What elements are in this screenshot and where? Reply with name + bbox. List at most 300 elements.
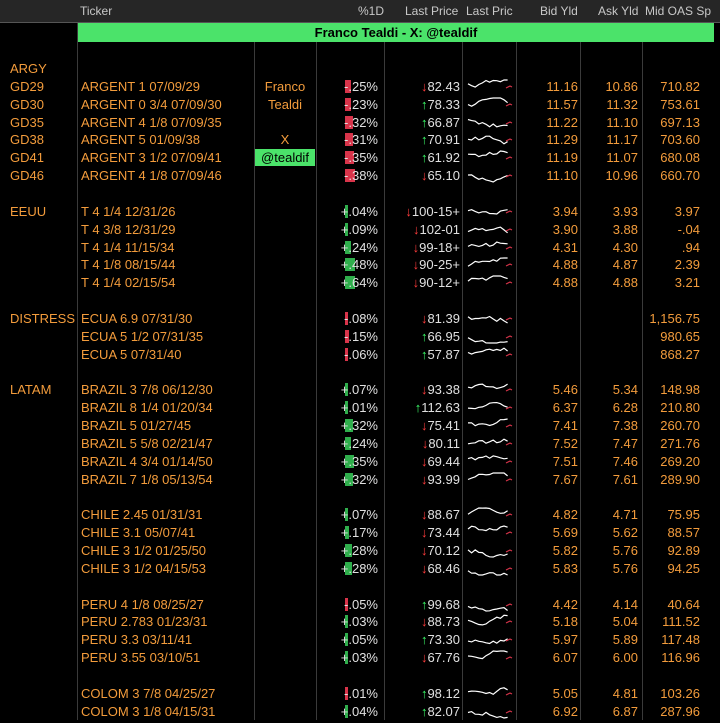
- bid-value: 4.31: [552, 239, 578, 255]
- pct-change: +.28%: [340, 560, 378, 576]
- column-header: [0, 0, 720, 23]
- sparkline-tail: [506, 86, 512, 88]
- sparkline: [468, 258, 508, 266]
- ask-value: 5.62: [612, 525, 638, 541]
- sparkline-tail: [506, 514, 512, 516]
- ticker-code[interactable]: GD41: [10, 150, 44, 166]
- oas-value: 3.21: [674, 275, 700, 291]
- last-price: [390, 507, 460, 522]
- group-label: EEUU: [10, 203, 47, 219]
- arrow-down-icon: ↓: [420, 650, 428, 666]
- security-name[interactable]: CHILE 3.1 05/07/41: [81, 525, 196, 541]
- sparkline-chart: [464, 596, 514, 613]
- ask-value: 3.93: [612, 203, 638, 219]
- group-row[interactable]: [0, 203, 720, 221]
- col-bid-yld[interactable]: Bid Yld: [540, 4, 578, 18]
- table-row[interactable]: [0, 453, 720, 471]
- table-row[interactable]: [0, 328, 720, 346]
- ask-value: 4.88: [612, 275, 638, 291]
- sparkline-chart: [464, 203, 514, 220]
- sparkline: [468, 639, 508, 644]
- last-price: [390, 347, 460, 362]
- table-row[interactable]: [0, 649, 720, 667]
- col-last-price[interactable]: Last Price: [405, 4, 459, 18]
- sparkline-tail: [506, 568, 512, 570]
- last-price: [390, 132, 460, 147]
- security-name[interactable]: ARGENT 4 1/8 07/09/46: [81, 168, 222, 184]
- table-row[interactable]: [0, 346, 720, 364]
- security-name[interactable]: PERU 4 1/8 08/25/27: [81, 596, 204, 612]
- pct-change: -.08%: [344, 310, 378, 326]
- ask-value: 7.47: [612, 435, 638, 451]
- sparkline-tail: [506, 122, 512, 124]
- ticker-code[interactable]: GD35: [10, 114, 44, 130]
- last-price-value: 66.87: [427, 114, 460, 130]
- note-cell: Tealdi: [268, 96, 302, 112]
- group-row[interactable]: [0, 381, 720, 399]
- sparkline-chart: [464, 346, 514, 363]
- last-price-value: 93.99: [427, 471, 460, 487]
- security-name[interactable]: CHILE 3 1/2 01/25/50: [81, 542, 207, 558]
- arrow-down-icon: ↓: [405, 203, 412, 219]
- last-price-value: 75.41: [427, 418, 460, 433]
- sparkline-chart: [464, 96, 514, 113]
- oas-value: 2.39: [674, 257, 700, 273]
- oas-value: 287.96: [660, 703, 700, 719]
- sparkline: [468, 384, 508, 388]
- sparkline-tail: [506, 264, 512, 266]
- last-price-value: 57.87: [427, 346, 460, 362]
- sparkline: [468, 209, 508, 213]
- sparkline-tail: [506, 425, 512, 427]
- last-price: [390, 436, 460, 451]
- sparkline-tail: [506, 336, 512, 338]
- pct-change: -.25%: [344, 78, 378, 94]
- last-price-value: 90-12+: [419, 275, 460, 291]
- group-label: LATAM: [10, 382, 52, 398]
- table-row[interactable]: [0, 274, 720, 292]
- oas-value: 703.60: [660, 132, 700, 148]
- oas-value: 710.82: [660, 78, 700, 94]
- table-row[interactable]: [0, 631, 720, 649]
- security-name[interactable]: CHILE 2.45 01/31/31: [81, 507, 203, 523]
- sparkline-tail: [506, 211, 512, 213]
- sparkline-chart: [464, 685, 514, 702]
- sparkline-tail: [506, 550, 512, 552]
- pct-change: +.24%: [340, 435, 378, 451]
- arrow-up-icon: ↑: [420, 328, 428, 344]
- bid-value: 5.97: [552, 632, 578, 648]
- ticker-code[interactable]: GD29: [10, 78, 44, 94]
- last-price: [390, 704, 460, 719]
- ask-value: 5.34: [612, 382, 638, 398]
- bid-value: 3.94: [552, 203, 578, 219]
- sparkline: [468, 508, 508, 514]
- table-row[interactable]: [0, 96, 720, 114]
- oas-value: 210.80: [660, 400, 700, 416]
- security-name[interactable]: BRAZIL 8 1/4 01/20/34: [81, 400, 213, 416]
- arrow-down-icon: ↓: [412, 257, 420, 273]
- last-price: [390, 79, 460, 94]
- security-name[interactable]: CHILE 3 1/2 04/15/53: [81, 560, 207, 576]
- arrow-down-icon: ↓: [420, 525, 428, 541]
- bid-value: 7.41: [552, 418, 578, 433]
- last-price-value: 99.68: [427, 596, 460, 612]
- sparkline: [468, 80, 508, 87]
- last-price: [390, 454, 460, 469]
- oas-value: 1,156.75: [649, 310, 700, 326]
- ask-value: 6.28: [612, 400, 638, 416]
- pct-change: +.32%: [340, 418, 378, 433]
- pct-change: +.24%: [340, 239, 378, 255]
- sparkline: [468, 711, 508, 717]
- bid-value: 5.05: [552, 685, 578, 701]
- sparkline: [468, 606, 508, 611]
- table-row[interactable]: [0, 613, 720, 631]
- table-row[interactable]: [0, 524, 720, 542]
- sparkline-chart: [464, 417, 514, 434]
- bid-value: 3.90: [552, 221, 578, 237]
- oas-value: 271.76: [660, 435, 700, 451]
- note-cell: X: [280, 132, 290, 148]
- sparkline-chart: [464, 613, 514, 630]
- table-row[interactable]: [0, 506, 720, 524]
- sparkline-tail: [506, 479, 512, 481]
- pct-change: +.28%: [340, 542, 378, 558]
- arrow-up-icon: ↑: [420, 132, 428, 148]
- arrow-down-icon: ↓: [412, 275, 420, 291]
- sparkline: [468, 688, 508, 695]
- sparkline-chart: [464, 256, 514, 273]
- sparkline-tail: [506, 532, 512, 534]
- oas-value: 269.20: [660, 453, 700, 469]
- table-row[interactable]: [0, 256, 720, 274]
- last-price: [390, 204, 460, 219]
- table-row[interactable]: [0, 542, 720, 560]
- table-row[interactable]: [0, 596, 720, 614]
- pct-change: -.23%: [344, 96, 378, 112]
- last-price: [390, 418, 460, 433]
- table-row[interactable]: [0, 131, 720, 149]
- group-label: ARGY: [10, 61, 47, 76]
- group-label: DISTRESS: [10, 310, 76, 326]
- sparkline-chart: [464, 542, 514, 559]
- col-mid-oas[interactable]: Mid OAS Sp: [645, 4, 712, 18]
- bid-value: 11.16: [546, 78, 578, 94]
- pct-change: +.48%: [340, 257, 378, 273]
- pct-change: +.03%: [340, 650, 378, 666]
- sparkline: [468, 651, 508, 659]
- arrow-down-icon: ↓: [420, 310, 428, 326]
- arrow-down-icon: ↓: [420, 507, 428, 523]
- sparkline-chart: [464, 649, 514, 666]
- last-price: [390, 311, 460, 326]
- oas-value: 116.96: [661, 650, 700, 666]
- security-name[interactable]: BRAZIL 5 01/27/45: [81, 418, 192, 433]
- note-cell: @tealdif: [255, 149, 315, 166]
- bid-value: 11.57: [546, 96, 578, 112]
- sparkline: [468, 526, 508, 531]
- sparkline-chart: [464, 381, 514, 398]
- arrow-down-icon: ↓: [420, 542, 428, 558]
- arrow-up-icon: ↑: [420, 96, 428, 112]
- pct-change: +.64%: [340, 275, 378, 291]
- arrow-up-icon: ↑: [414, 400, 422, 416]
- bid-value: 4.42: [552, 596, 578, 612]
- sparkline-tail: [506, 711, 512, 713]
- sparkline-chart: [464, 221, 514, 238]
- sparkline: [468, 137, 508, 145]
- security-name[interactable]: PERU 3.55 03/10/51: [81, 650, 201, 666]
- sparkline: [468, 403, 508, 409]
- oas-value: 680.08: [660, 150, 700, 166]
- security-name[interactable]: ARGENT 1 07/09/29: [81, 78, 200, 94]
- bid-value: 6.37: [552, 400, 578, 416]
- oas-value: 3.97: [674, 203, 700, 219]
- sparkline-tail: [506, 621, 512, 623]
- arrow-down-icon: ↓: [420, 614, 428, 630]
- sparkline: [468, 119, 508, 126]
- bid-value: 5.46: [552, 382, 578, 398]
- sparkline: [468, 227, 508, 233]
- last-price-value: 65.10: [427, 168, 460, 184]
- last-price-value: 88.73: [427, 614, 460, 630]
- table-row[interactable]: [0, 471, 720, 489]
- sparkline-chart: [464, 310, 514, 327]
- last-price: [390, 632, 460, 647]
- last-price: [390, 275, 460, 290]
- last-price-value: 112.63: [421, 400, 460, 416]
- table-row[interactable]: [0, 435, 720, 453]
- sparkline: [468, 473, 508, 480]
- sparkline-chart: [464, 167, 514, 184]
- arrow-down-icon: ↓: [420, 78, 428, 94]
- last-price-value: 81.39: [427, 310, 460, 326]
- last-price-value: 100-15+: [411, 203, 460, 219]
- last-price-value: 61.92: [427, 150, 460, 166]
- sparkline-tail: [506, 104, 512, 106]
- sparkline-tail: [506, 139, 512, 141]
- pct-change: +.04%: [340, 703, 378, 719]
- security-name[interactable]: BRAZIL 3 7/8 06/12/30: [81, 382, 213, 398]
- oas-value: 753.61: [660, 96, 700, 112]
- sparkline: [468, 616, 508, 626]
- last-price: [390, 561, 460, 576]
- ask-value: 4.30: [612, 239, 638, 255]
- security-name[interactable]: ARGENT 5 01/09/38: [81, 132, 200, 148]
- arrow-up-icon: ↑: [420, 632, 428, 648]
- ask-value: 5.89: [612, 632, 638, 648]
- col-last-price-spark[interactable]: Last Pric: [466, 4, 513, 18]
- bid-value: 7.67: [552, 471, 578, 487]
- ask-value: 11.10: [606, 114, 638, 130]
- security-name[interactable]: ARGENT 3 1/2 07/09/41: [81, 150, 222, 166]
- last-price: [390, 257, 460, 272]
- group-row[interactable]: [0, 310, 720, 328]
- sparkline-chart: [464, 114, 514, 131]
- oas-value: 88.57: [667, 525, 700, 541]
- table-row[interactable]: [0, 149, 720, 167]
- group-row[interactable]: [0, 60, 720, 78]
- arrow-down-icon: ↓: [421, 435, 429, 451]
- security-name[interactable]: ARGENT 4 1/8 07/09/35: [81, 114, 222, 130]
- sparkline: [468, 98, 508, 106]
- arrow-up-icon: ↑: [420, 114, 428, 130]
- last-price: [390, 525, 460, 540]
- security-name[interactable]: ARGENT 0 3/4 07/09/30: [81, 96, 222, 112]
- pct-change: +.03%: [340, 614, 378, 630]
- last-price: [390, 222, 460, 237]
- table-row[interactable]: [0, 703, 720, 721]
- last-price-value: 90-25+: [419, 257, 460, 273]
- bid-value: 6.92: [552, 703, 578, 719]
- oas-value: 868.27: [660, 346, 700, 362]
- ask-value: 11.32: [606, 96, 638, 112]
- arrow-down-icon: ↓: [413, 221, 420, 237]
- security-name[interactable]: PERU 3.3 03/11/41: [81, 632, 193, 648]
- sparkline: [468, 348, 508, 354]
- bid-value: 11.22: [546, 114, 578, 130]
- security-name[interactable]: ECUA 6.9 07/31/30: [81, 310, 193, 326]
- sparkline: [468, 242, 508, 246]
- oas-value: 92.89: [667, 542, 700, 558]
- spacer-row: [0, 185, 720, 203]
- last-price: [390, 382, 460, 397]
- pct-change: +.17%: [340, 525, 378, 541]
- arrow-down-icon: ↓: [420, 471, 428, 487]
- table-row[interactable]: [0, 399, 720, 417]
- bid-value: 7.52: [552, 435, 578, 451]
- col-ask-yld[interactable]: Ask Yld: [598, 4, 639, 18]
- table-row[interactable]: [0, 417, 720, 435]
- ticker-code[interactable]: GD46: [10, 168, 44, 184]
- last-price-value: 73.30: [427, 632, 460, 648]
- sparkline-chart: [464, 703, 514, 720]
- ask-value: 10.86: [605, 78, 638, 94]
- last-price: [390, 614, 460, 629]
- last-price: [390, 115, 460, 130]
- sparkline-tail: [506, 389, 512, 391]
- security-name[interactable]: T 4 1/4 02/15/54: [81, 275, 176, 291]
- col-ticker[interactable]: Ticker: [80, 4, 113, 18]
- security-name[interactable]: ECUA 5 1/2 07/31/35: [81, 328, 204, 344]
- bid-value: 5.18: [552, 614, 578, 630]
- pct-change: +.09%: [340, 221, 378, 237]
- oas-value: -.04: [677, 221, 700, 237]
- last-price-value: 99-18+: [419, 239, 460, 255]
- security-name[interactable]: T 4 3/8 12/31/29: [81, 221, 176, 237]
- last-price-value: 73.44: [427, 525, 460, 541]
- table-row[interactable]: [0, 114, 720, 132]
- bid-value: 7.51: [552, 453, 578, 469]
- sparkline-chart: [464, 239, 514, 256]
- pct-change: +.05%: [340, 632, 378, 648]
- sparkline: [468, 419, 508, 426]
- oas-value: 111.52: [662, 614, 700, 630]
- security-name[interactable]: BRAZIL 5 5/8 02/21/47: [81, 435, 213, 451]
- security-name[interactable]: PERU 2.783 01/23/31: [81, 614, 208, 630]
- last-price: [390, 97, 460, 112]
- sparkline-tail: [506, 657, 512, 659]
- last-price-value: 98.12: [427, 685, 460, 701]
- pct-change: +.04%: [340, 203, 378, 219]
- sparkline-tail: [506, 604, 512, 606]
- table-row[interactable]: [0, 167, 720, 185]
- table-row[interactable]: [0, 221, 720, 239]
- sparkline-tail: [506, 318, 512, 320]
- ask-value: 11.07: [606, 150, 638, 166]
- sparkline-chart: [464, 131, 514, 148]
- last-price-value: 82.43: [427, 78, 460, 94]
- security-name[interactable]: BRAZIL 7 1/8 05/13/54: [81, 471, 213, 487]
- bid-value: 4.88: [552, 275, 578, 291]
- sparkline-chart: [464, 506, 514, 523]
- ask-value: 6.87: [612, 703, 638, 719]
- table-row[interactable]: [0, 239, 720, 257]
- last-price-value: 93.38: [427, 382, 460, 398]
- ask-value: 5.76: [612, 542, 638, 558]
- col-pct-1d[interactable]: %1D: [358, 4, 385, 18]
- last-price: [390, 472, 460, 487]
- security-name[interactable]: COLOM 3 1/8 04/15/31: [81, 703, 216, 719]
- ask-value: 4.71: [612, 507, 638, 523]
- security-name[interactable]: T 4 1/4 11/15/34: [81, 239, 175, 255]
- sparkline-tail: [506, 461, 512, 463]
- sparkline: [468, 175, 508, 182]
- last-price-value: 68.46: [427, 560, 460, 576]
- table-row[interactable]: [0, 560, 720, 578]
- ask-value: 4.81: [612, 685, 638, 701]
- table-row[interactable]: [0, 78, 720, 96]
- sparkline-chart: [464, 78, 514, 95]
- sparkline-tail: [506, 157, 512, 159]
- oas-value: 40.64: [667, 596, 700, 612]
- oas-value: 289.90: [660, 471, 700, 487]
- oas-value: 660.70: [660, 168, 700, 184]
- bid-value: 5.83: [552, 560, 578, 576]
- arrow-down-icon: ↓: [420, 382, 428, 398]
- security-name[interactable]: BRAZIL 4 3/4 01/14/50: [81, 453, 213, 469]
- security-name[interactable]: T 4 1/4 12/31/26: [81, 203, 176, 219]
- sparkline-chart: [464, 560, 514, 577]
- last-price-value: 69.44: [427, 453, 460, 469]
- ask-value: 5.04: [612, 614, 638, 630]
- ask-value: 3.88: [612, 221, 638, 237]
- spacer-row: [0, 363, 720, 381]
- ticker-code[interactable]: GD30: [10, 96, 44, 112]
- pct-change: +.32%: [340, 471, 378, 487]
- ticker-code[interactable]: GD38: [10, 132, 44, 148]
- security-name[interactable]: ECUA 5 07/31/40: [81, 346, 182, 362]
- last-price-value: 70.91: [427, 132, 460, 148]
- sparkline-chart: [464, 453, 514, 470]
- security-name[interactable]: COLOM 3 7/8 04/25/27: [81, 685, 216, 701]
- last-price: [390, 686, 460, 701]
- table-row[interactable]: [0, 685, 720, 703]
- pct-change: +.07%: [340, 507, 378, 523]
- sparkline: [468, 276, 508, 281]
- pct-change: -.06%: [344, 346, 378, 362]
- last-price-value: 102-01: [419, 221, 460, 237]
- security-name[interactable]: T 4 1/8 08/15/44: [81, 257, 176, 273]
- banner: Franco Tealdi - X: @tealdif: [78, 23, 714, 42]
- sparkline-tail: [506, 229, 512, 231]
- pct-change: -.31%: [344, 132, 378, 148]
- pct-change: -.05%: [344, 596, 378, 612]
- last-price: [390, 400, 460, 415]
- ask-value: 4.14: [612, 596, 638, 612]
- spacer-row: [0, 578, 720, 596]
